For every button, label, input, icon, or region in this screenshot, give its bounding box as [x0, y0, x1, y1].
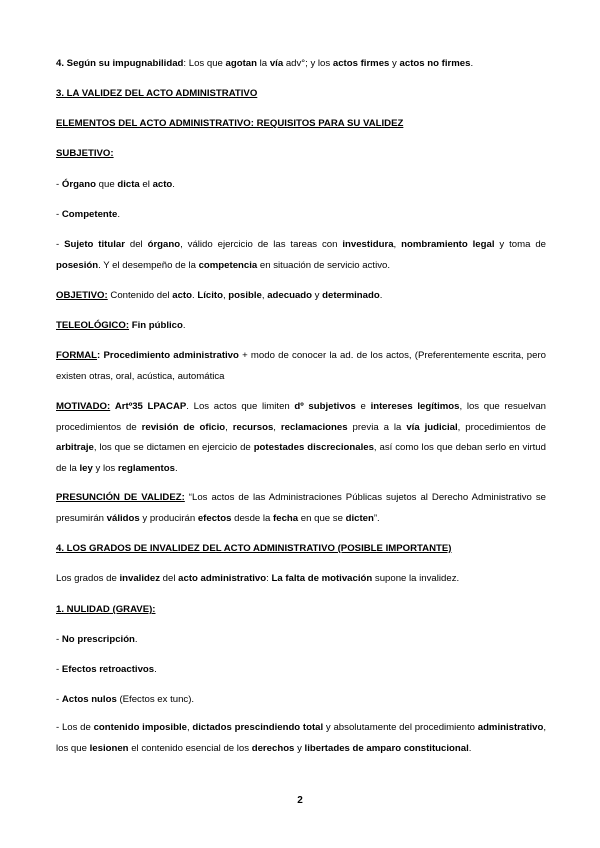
heading-subjetivo: SUBJETIVO: [56, 148, 114, 159]
nulidad-item-actos-nulos: - Actos nulos (Efectos ex tunc). [56, 694, 195, 705]
paragraph-teleologico: TELEOLÓGICO: Fin público. [56, 320, 186, 331]
paragraph-objetivo: OBJETIVO: Contenido del acto. Lícito, posible, adecuado y determinado. [56, 290, 383, 301]
section-heading-invalidez: 4. LOS GRADOS DE INVALIDEZ DEL ACTO ADMINISTRATIVO (POSIBLE IMPORTANTE) [56, 543, 452, 554]
paragraph-impugnabilidad: 4. Según su impugnabilidad: Los que agotan la vía adv°; y los actos firmes y actos no firmes. [56, 58, 474, 69]
paragraph-formal: FORMAL: Procedimiento administrativo + modo de conocer la ad. de los actos, (Preferentemente escrita, pero existen otras, oral, acústica, automática [56, 350, 546, 382]
paragraph-presuncion: PRESUNCIÓN DE VALIDEZ: “Los actos de las Administraciones Públicas sujetos al Derecho Administrativo se presumirán válidos y producirán efectos desde la fecha en que se dicten”. [56, 492, 547, 524]
nulidad-item-efectos: - Efectos retroactivos. [56, 664, 157, 675]
section-heading-validez: 3. LA VALIDEZ DEL ACTO ADMINISTRATIVO [56, 88, 258, 99]
heading-elementos: ELEMENTOS DEL ACTO ADMINISTRATIVO: REQUISITOS PARA SU VALIDEZ [56, 118, 404, 129]
paragraph-grados: Los grados de invalidez del acto administrativo: La falta de motivación supone la invalidez. [56, 573, 460, 584]
page-number: 2 [297, 795, 303, 806]
nulidad-item-contenido: - Los de contenido imposible, dictados prescindiendo total y absolutamente del procedimiento administrativo, los que lesionen el contenido esencial de los derechos y libertades de amparo constitucional. [56, 722, 546, 754]
subjetivo-item-competente: - Competente. [56, 209, 120, 220]
subjetivo-item-organo: - Órgano que dicta el acto. [56, 179, 175, 190]
subjetivo-item-sujeto: - Sujeto titular del órgano, válido ejercicio de las tareas con investidura, nombramiento legal y toma de posesión. Y el desempeño de la competencia en situación de servicio activo. [56, 239, 546, 271]
heading-nulidad: 1. NULIDAD (GRAVE): [56, 604, 156, 615]
paragraph-motivado: MOTIVADO: Artº35 LPACAP. Los actos que limiten dº subjetivos e intereses legítimos, los que resuelvan procedimientos de revisión de oficio, recursos, reclamaciones previa a la vía judicial, procedimientos de arbitraje, los que se dictamen en ejercicio de potestades discrecionales, así como los que deban serlo en virtud de la ley y los reglamentos. [56, 401, 547, 474]
nulidad-item-prescripcion: - No prescripción. [56, 634, 138, 645]
